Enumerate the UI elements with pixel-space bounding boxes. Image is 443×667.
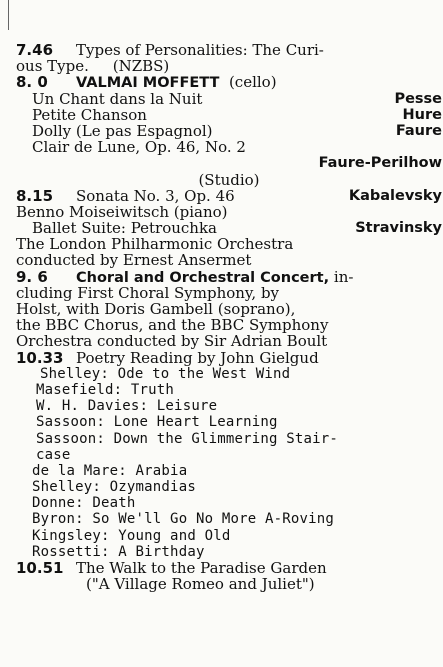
- studio-note: (Studio): [198, 170, 260, 189]
- programme-title-cont: ous Type.: [16, 57, 89, 76]
- poem-item-cont: case: [36, 446, 71, 463]
- work-title: Dolly (Le pas Espagnol): [32, 121, 213, 140]
- work-row: [16, 123, 442, 139]
- work-composer: Pesse: [394, 90, 442, 107]
- poem-item: Shelley: Ozymandias: [32, 479, 196, 496]
- orchestra-line: The London Philharmonic Orchestra: [16, 235, 294, 254]
- programme-title: Poetry Reading by John Gielgud: [76, 348, 319, 367]
- performer-instrument: (cello): [228, 73, 277, 92]
- programme-time: 8.15: [16, 186, 54, 205]
- programme-time: 7.46: [16, 41, 54, 59]
- work-title: Clair de Lune, Op. 46, No. 2: [32, 138, 246, 157]
- work-composer: Hure: [402, 106, 442, 123]
- poem-item: Donne: Death: [32, 495, 136, 512]
- programme-815: [16, 188, 442, 269]
- work-title: Un Chant dans la Nuit: [32, 89, 203, 108]
- work-row: [16, 91, 442, 107]
- column-rule: [8, 0, 9, 30]
- programme-title: Types of Personalities: The Curi-: [76, 41, 324, 59]
- poem-item: Masefield: Truth: [36, 381, 175, 398]
- programme-title: The Walk to the Paradise Garden: [76, 559, 327, 577]
- concert-detail-line: Holst, with Doris Gambell (soprano),: [16, 300, 296, 318]
- concert-detail-line: the BBC Chorus, and the BBC Symphony: [16, 316, 329, 335]
- work-row: [16, 188, 442, 204]
- work-composer: Faure: [395, 122, 442, 139]
- programme-746: [16, 42, 442, 74]
- work-arranger: Faure-Perilhow: [318, 155, 442, 172]
- concert-detail-line: Orchestra conducted by Sir Adrian Boult: [16, 332, 328, 351]
- work-title: Sonata No. 3, Op. 46: [76, 186, 235, 205]
- concert-detail-line: cluding First Choral Symphony, by: [16, 283, 280, 302]
- programme-906: [16, 269, 442, 350]
- poem-item: de la Mare: Arabia: [32, 462, 188, 479]
- poem-item: Shelley: Ode to the West Wind: [40, 365, 291, 382]
- poem-item: W. H. Davies: Leisure: [36, 398, 218, 415]
- programme-column: [16, 42, 442, 592]
- concert-title-tail: in-: [333, 267, 354, 286]
- work-composer: Kabalevsky: [348, 187, 442, 204]
- programme-800: [16, 74, 442, 187]
- work-row: [16, 220, 442, 236]
- poem-item: Rossetti: A Birthday: [32, 543, 205, 560]
- poem-item: Byron: So We'll Go No More A-Roving: [32, 511, 335, 528]
- conductor-line: conducted by Ernest Ansermet: [16, 251, 252, 270]
- poem-item: Kingsley: Young and Old: [32, 527, 231, 544]
- poem-item: Sassoon: Lone Heart Learning: [36, 414, 278, 431]
- programme-1051: [16, 560, 442, 592]
- work-row: [16, 139, 442, 155]
- programme-time: 9. 6: [16, 267, 48, 286]
- work-composer: Stravinsky: [355, 220, 442, 237]
- work-row: [16, 107, 442, 123]
- programme-time: 10.51: [16, 559, 64, 577]
- work-performer: Benno Moiseiwitsch (piano): [16, 202, 228, 221]
- concert-title: Choral and Orchestral Concert,: [76, 269, 330, 286]
- work-title: Petite Chanson: [32, 105, 147, 124]
- performer-name: VALMAI MOFFETT: [76, 75, 220, 92]
- programme-subtitle: ("A Village Romeo and Juliet"): [86, 575, 315, 594]
- programme-source-note: (NZBS): [112, 57, 170, 76]
- programme-1033: [16, 350, 442, 560]
- programme-time: 8. 0: [16, 73, 48, 92]
- poem-item: Sassoon: Down the Glimmering Stair-: [36, 430, 339, 447]
- work-title: Ballet Suite: Petrouchka: [32, 219, 217, 238]
- programme-time: 10.33: [16, 348, 64, 367]
